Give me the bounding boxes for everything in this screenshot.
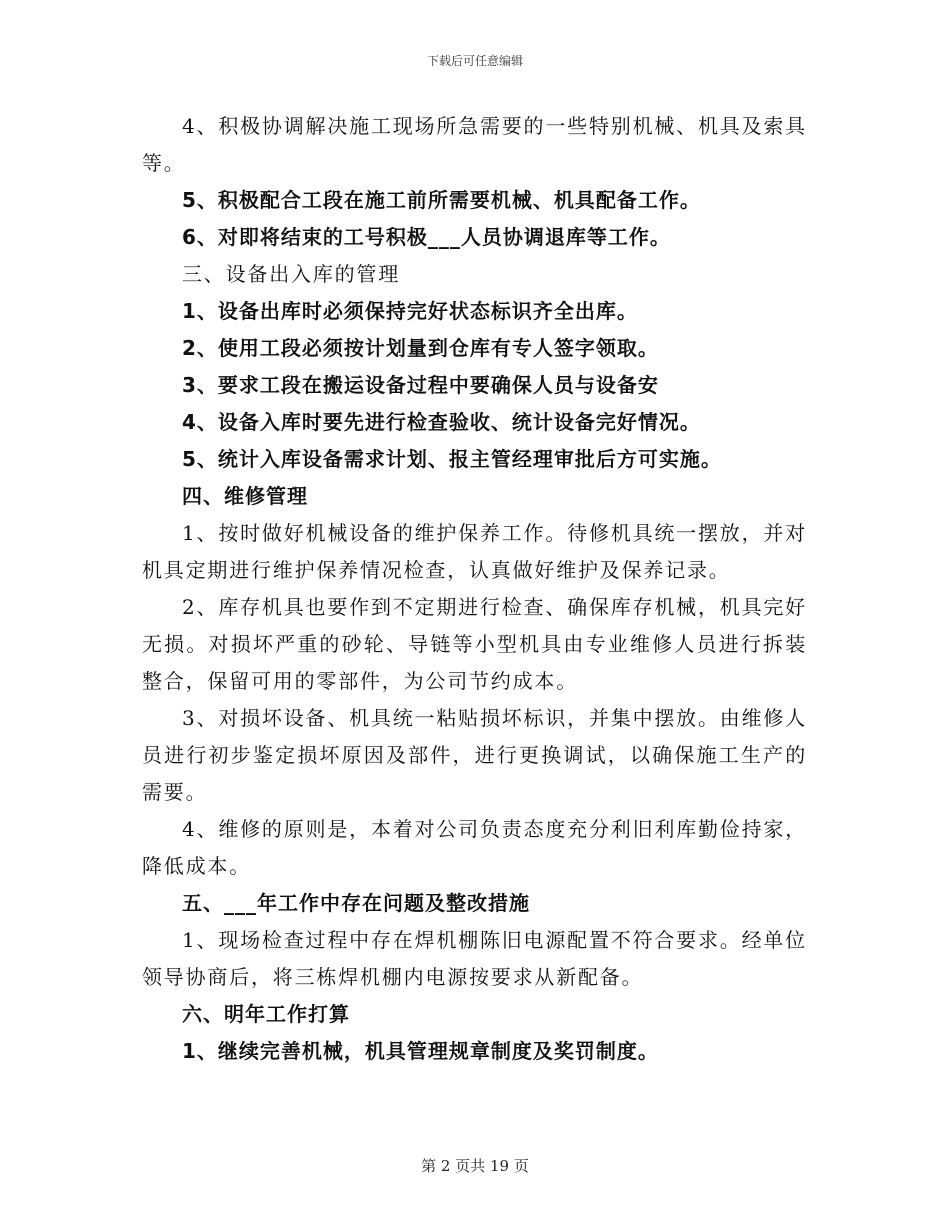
paragraph-2: 5、积极配合工段在施工前所需要机械、机具配备工作。 [182,188,701,212]
paragraph-13: 3、对损坏设备、机具统一粘贴损坏标识，并集中摆放。由维修人员进行初步鉴定损坏原因及部件，进行更换调试，以确保施工生产的需要。 [142,706,807,804]
paragraph-14: 4、维修的原则是，本着对公司负责态度充分利旧利库勤俭持家，降低成本。 [142,817,807,878]
paragraph-9: 5、统计入库设备需求计划、报主管经理审批后方可实施。 [182,447,722,471]
section-heading-6: 六、明年工作打算 [182,1002,350,1026]
paragraph-12: 2、库存机具也要作到不定期进行检查、确保库存机械，机具完好无损。对损坏严重的砂轮、导链等小型机具由专业维修人员进行拆装整合，保留可用的零部件，为公司节约成本。 [142,595,807,693]
paragraph-16: 1、现场检查过程中存在焊机棚陈旧电源配置不符合要求。经单位领导协商后，将三栋焊机棚内电源按要求从新配备。 [142,928,807,989]
paragraph-5: 1、设备出库时必须保持完好状态标识齐全出库。 [182,299,638,323]
page-footer: 第 2 页共 19 页 [421,1157,529,1175]
paragraph-11: 1、按时做好机械设备的维护保养工作。待修机具统一摆放，并对机具定期进行维护保养情况检查，认真做好维护及保养记录。 [142,521,807,582]
section-heading-4: 四、维修管理 [182,484,308,508]
section-heading-5: 五、___年工作中存在问题及整改措施 [182,891,530,915]
section-heading-3: 三、设备出入库的管理 [182,262,400,286]
paragraph-6: 2、使用工段必须按计划量到仓库有专人签字领取。 [182,336,659,360]
page-header: 下载后可任意编辑 [426,54,523,68]
paragraph-8: 4、设备入库时要先进行检查验收、统计设备完好情况。 [182,410,701,434]
paragraph-3: 6、对即将结束的工号积极___人员协调退库等工作。 [182,225,671,249]
document-body [142,108,807,1070]
paragraph-1: 4、积极协调解决施工现场所急需要的一些特别机械、机具及索具等。 [142,114,807,175]
paragraph-18: 1、继续完善机械，机具管理规章制度及奖罚制度。 [182,1039,659,1063]
paragraph-7: 3、要求工段在搬运设备过程中要确保人员与设备安 [182,373,659,397]
